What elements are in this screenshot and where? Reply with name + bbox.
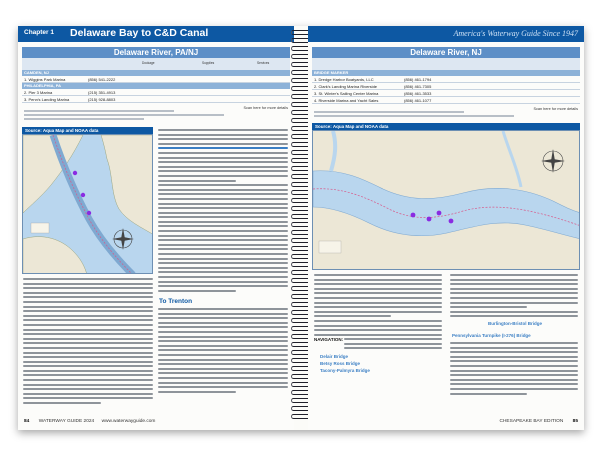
- marina-name: 3. Penn's Landing Marina: [24, 97, 70, 102]
- footer-guide: WATERWAY GUIDE 2024: [38, 419, 95, 424]
- table-row[interactable]: [312, 90, 580, 97]
- map-source-label: Source: Aqua Map and NOAA data: [22, 127, 153, 134]
- marina-phone: (856) 541-2222: [88, 77, 116, 82]
- table-footnote-line: [314, 115, 514, 117]
- marina-name: 3. St. Winter's Sailing Center Marina: [314, 91, 379, 96]
- page-footer-left: [24, 419, 155, 424]
- page-footer-right: [500, 419, 579, 424]
- column-services: Services: [257, 61, 270, 65]
- column-dockage: Dockage: [142, 61, 155, 65]
- body-text-column: [450, 342, 578, 397]
- table-footnote-line: [24, 110, 174, 112]
- right-page: [308, 26, 584, 430]
- table-row[interactable]: [312, 97, 580, 104]
- marina-name: 1. Wiggins Park Marina: [24, 77, 66, 82]
- nautical-chart-right: [313, 131, 580, 270]
- section-philadelphia: PHILADELPHIA, PA: [22, 83, 290, 89]
- section-bridge-marker: BRIDGE MARKER: [312, 70, 580, 76]
- table-footnote-line: [24, 118, 144, 120]
- column-supplies: Supplies: [202, 61, 215, 65]
- guide-title: America's Waterway Guide Since 1947: [453, 29, 578, 38]
- chapter-title: Delaware Bay to C&D Canal: [70, 27, 209, 39]
- body-text-column: [314, 274, 442, 338]
- chapter-header-bar: [18, 26, 294, 42]
- body-text-column: [23, 278, 153, 407]
- footer-url[interactable]: www.waterwayguide.com: [101, 419, 156, 424]
- navigation-label: NAVIGATION:: [314, 337, 344, 342]
- marina-phone: (215) 351-4913: [88, 90, 116, 95]
- body-text-column: [344, 338, 442, 352]
- marina-table-title: Delaware River, PA/NJ: [22, 47, 290, 58]
- marina-phone: (215) 928-8803: [88, 97, 116, 102]
- table-footnote-line: [314, 111, 464, 113]
- marina-phone: (856) 461-1077: [404, 98, 432, 103]
- marina-name: 2. Pier 3 Marina: [24, 90, 53, 95]
- body-text-column: [450, 274, 578, 320]
- map-source-label: Source: Aqua Map and NOAA data: [312, 123, 580, 130]
- marina-table-title: Delaware River, NJ: [312, 47, 580, 58]
- marina-name: 1. Dredge Harbor Boatyards, LLC: [314, 77, 374, 82]
- table-row[interactable]: [22, 89, 290, 96]
- table-row[interactable]: [312, 83, 580, 90]
- marina-name: 4. Riverside Marina and Yacht Sales: [314, 98, 379, 103]
- chapter-label: Chapter 1: [24, 29, 54, 36]
- marina-phone: (856) 461-7305: [404, 84, 432, 89]
- scan-note: Scan here for more details: [533, 107, 578, 111]
- marina-phone: (856) 461-1794: [404, 77, 432, 82]
- table-row[interactable]: [22, 76, 290, 83]
- highlight-burlington-bristol: Burlington-Bristol Bridge: [488, 321, 542, 326]
- highlight-pa-turnpike: Pennsylvania Turnpike (I-276) Bridge: [452, 333, 531, 338]
- guide-header-bar: [308, 26, 584, 42]
- marina-phone: (856) 461-3533: [404, 91, 432, 96]
- open-guidebook: [18, 26, 584, 430]
- page-number: 85: [572, 419, 578, 424]
- marina-table-columns: [22, 58, 290, 70]
- bridge-bullet-delair: Delair Bridge: [320, 354, 349, 359]
- scan-note: Scan here for more details: [243, 106, 288, 110]
- body-text-column: [158, 129, 288, 294]
- page-number: 84: [24, 419, 30, 424]
- bridge-bullet-tacony-palmyra: Tacony-Palmyra Bridge: [320, 368, 370, 373]
- left-page: [18, 26, 294, 430]
- chart-map-left[interactable]: [22, 134, 153, 274]
- marina-name: 2. Clark's Landing Marina Riverside: [314, 84, 378, 89]
- table-row[interactable]: [22, 96, 290, 103]
- table-row[interactable]: [312, 76, 580, 83]
- body-text-column: [158, 308, 288, 395]
- footer-guide: CHESAPEAKE BAY EDITION: [499, 419, 564, 424]
- chart-map-right[interactable]: [312, 130, 580, 270]
- marina-table-columns: [312, 58, 580, 70]
- section-heading-to-trenton: To Trenton: [159, 298, 193, 305]
- section-camden: CAMDEN, NJ: [22, 70, 290, 76]
- table-footnote-line: [24, 114, 224, 116]
- bridge-bullet-betsy-ross: Betsy Ross Bridge: [320, 361, 361, 366]
- nautical-chart-left: [23, 135, 153, 274]
